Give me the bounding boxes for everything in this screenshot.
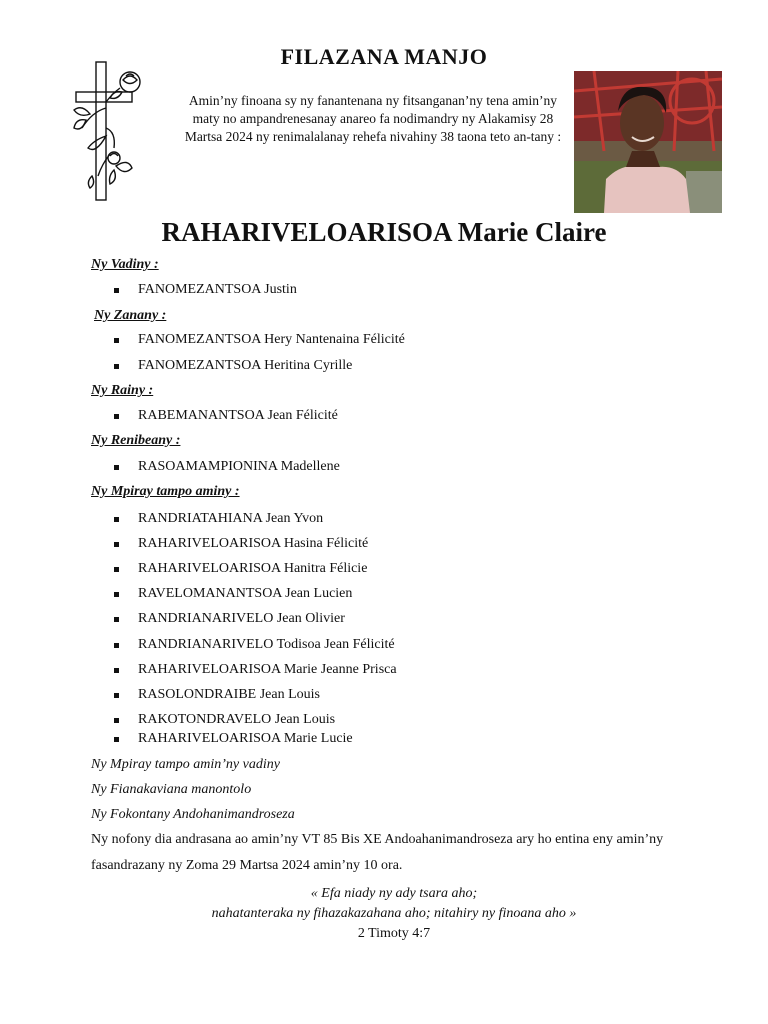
section-heading-mpiray-tampo: Ny Mpiray tampo aminy : [91, 484, 240, 499]
quote-line-2: nahatanteraka ny fihazakazahana aho; nitahiry ny finoana aho » [211, 906, 577, 921]
cross-with-roses-icon [70, 58, 152, 204]
quote-line-1: « Efa niady ny ady tsara aho; [310, 886, 478, 901]
page-title: FILAZANA MANJO [280, 44, 488, 69]
bible-quote [0, 884, 768, 924]
obituary-page: FILAZANA MANJO Amin’ny finoana sy ny fanantenana ny fitsanganan’ny tena amin’ny maty no ampandrenesanay anareo fa nodimandry ny Alakamisy 28 Martsa 2024 ny renimalalanay rehefa nivahiny 38 taona teto an-tany : RAHARIVELOARISOA Marie Claire Ny Vadiny : FANOMEZANTSOA Justin Ny Zanany : FANOMEZANTSOA Hery Nantenaina Félicité FANOMEZANTSOA Heritina Cyrille Ny Rainy : RABEMANANTSOA Jean Félicité Ny Renibeany : RASOAMAMPIONINA Madellene Ny Mpiray tampo aminy : RANDRIATAHIANA Jean Yvon RAHARIVELOARISOA Hasina Félicité RAHARIVELOARISOA Hanitra Félicie RAVELOMANANTSOA Jean Lucien RANDRIANARIVELO Jean Olivier RANDRIANARIVELO Todisoa Jean Félicité RAHARIVELOARISOA Marie Jeanne Prisca RASOLONDRAIBE Jean Louis RAKOTONDRAVELO Jean Louis RAHARIVELOARISOA Marie Lucie Ny Mpiray tampo amin’ny vadiny Ny Fianakaviana manontolo Ny Fokontany Andohanimandroseza Ny nofony dia andrasana ao amin’ny VT 85 Bis XE Andoahanimandroseza ary ho entina eny amin’ny fasandrazany ny Zoma 29 Martsa 2024 amin’ny 10 ora. « Efa niady ny ady tsara aho; nahatanteraka ny fihazakazahana aho; nitahiry ny finoana aho » 2 Timoty 4:7 [0, 0, 768, 1024]
family-line: Ny Mpiray tampo amin’ny vadiny [91, 757, 280, 772]
section-heading-zanany: Ny Zanany : [94, 308, 167, 323]
deceased-name: RAHARIVELOARISOA Marie Claire [161, 217, 607, 247]
bible-verse-reference: 2 Timoty 4:7 [357, 926, 431, 941]
family-line: Ny Fianakaviana manontolo [91, 782, 252, 797]
family-line: Ny Fokontany Andohanimandroseza [91, 807, 295, 822]
section-heading-rainy: Ny Rainy : [91, 383, 154, 398]
portrait-photo [574, 71, 722, 213]
intro-paragraph: Amin’ny finoana sy ny fanantenana ny fitsanganan’ny tena amin’ny maty no ampandrenesanay anareo fa nodimandry ny Alakamisy 28 Martsa 2024 ny renimalalanay rehefa nivahiny 38 taona teto an-tany : [184, 93, 562, 144]
section-heading-vadiny: Ny Vadiny : [91, 257, 159, 272]
funeral-notice: Ny nofony dia andrasana ao amin’ny VT 85 Bis XE Andoahanimandroseza ary ho entina eny amin’ny fasandrazany ny Zoma 29 Martsa 2024 amin’ny 10 ora. [91, 832, 664, 873]
section-heading-renibeany: Ny Renibeany : [91, 433, 181, 448]
